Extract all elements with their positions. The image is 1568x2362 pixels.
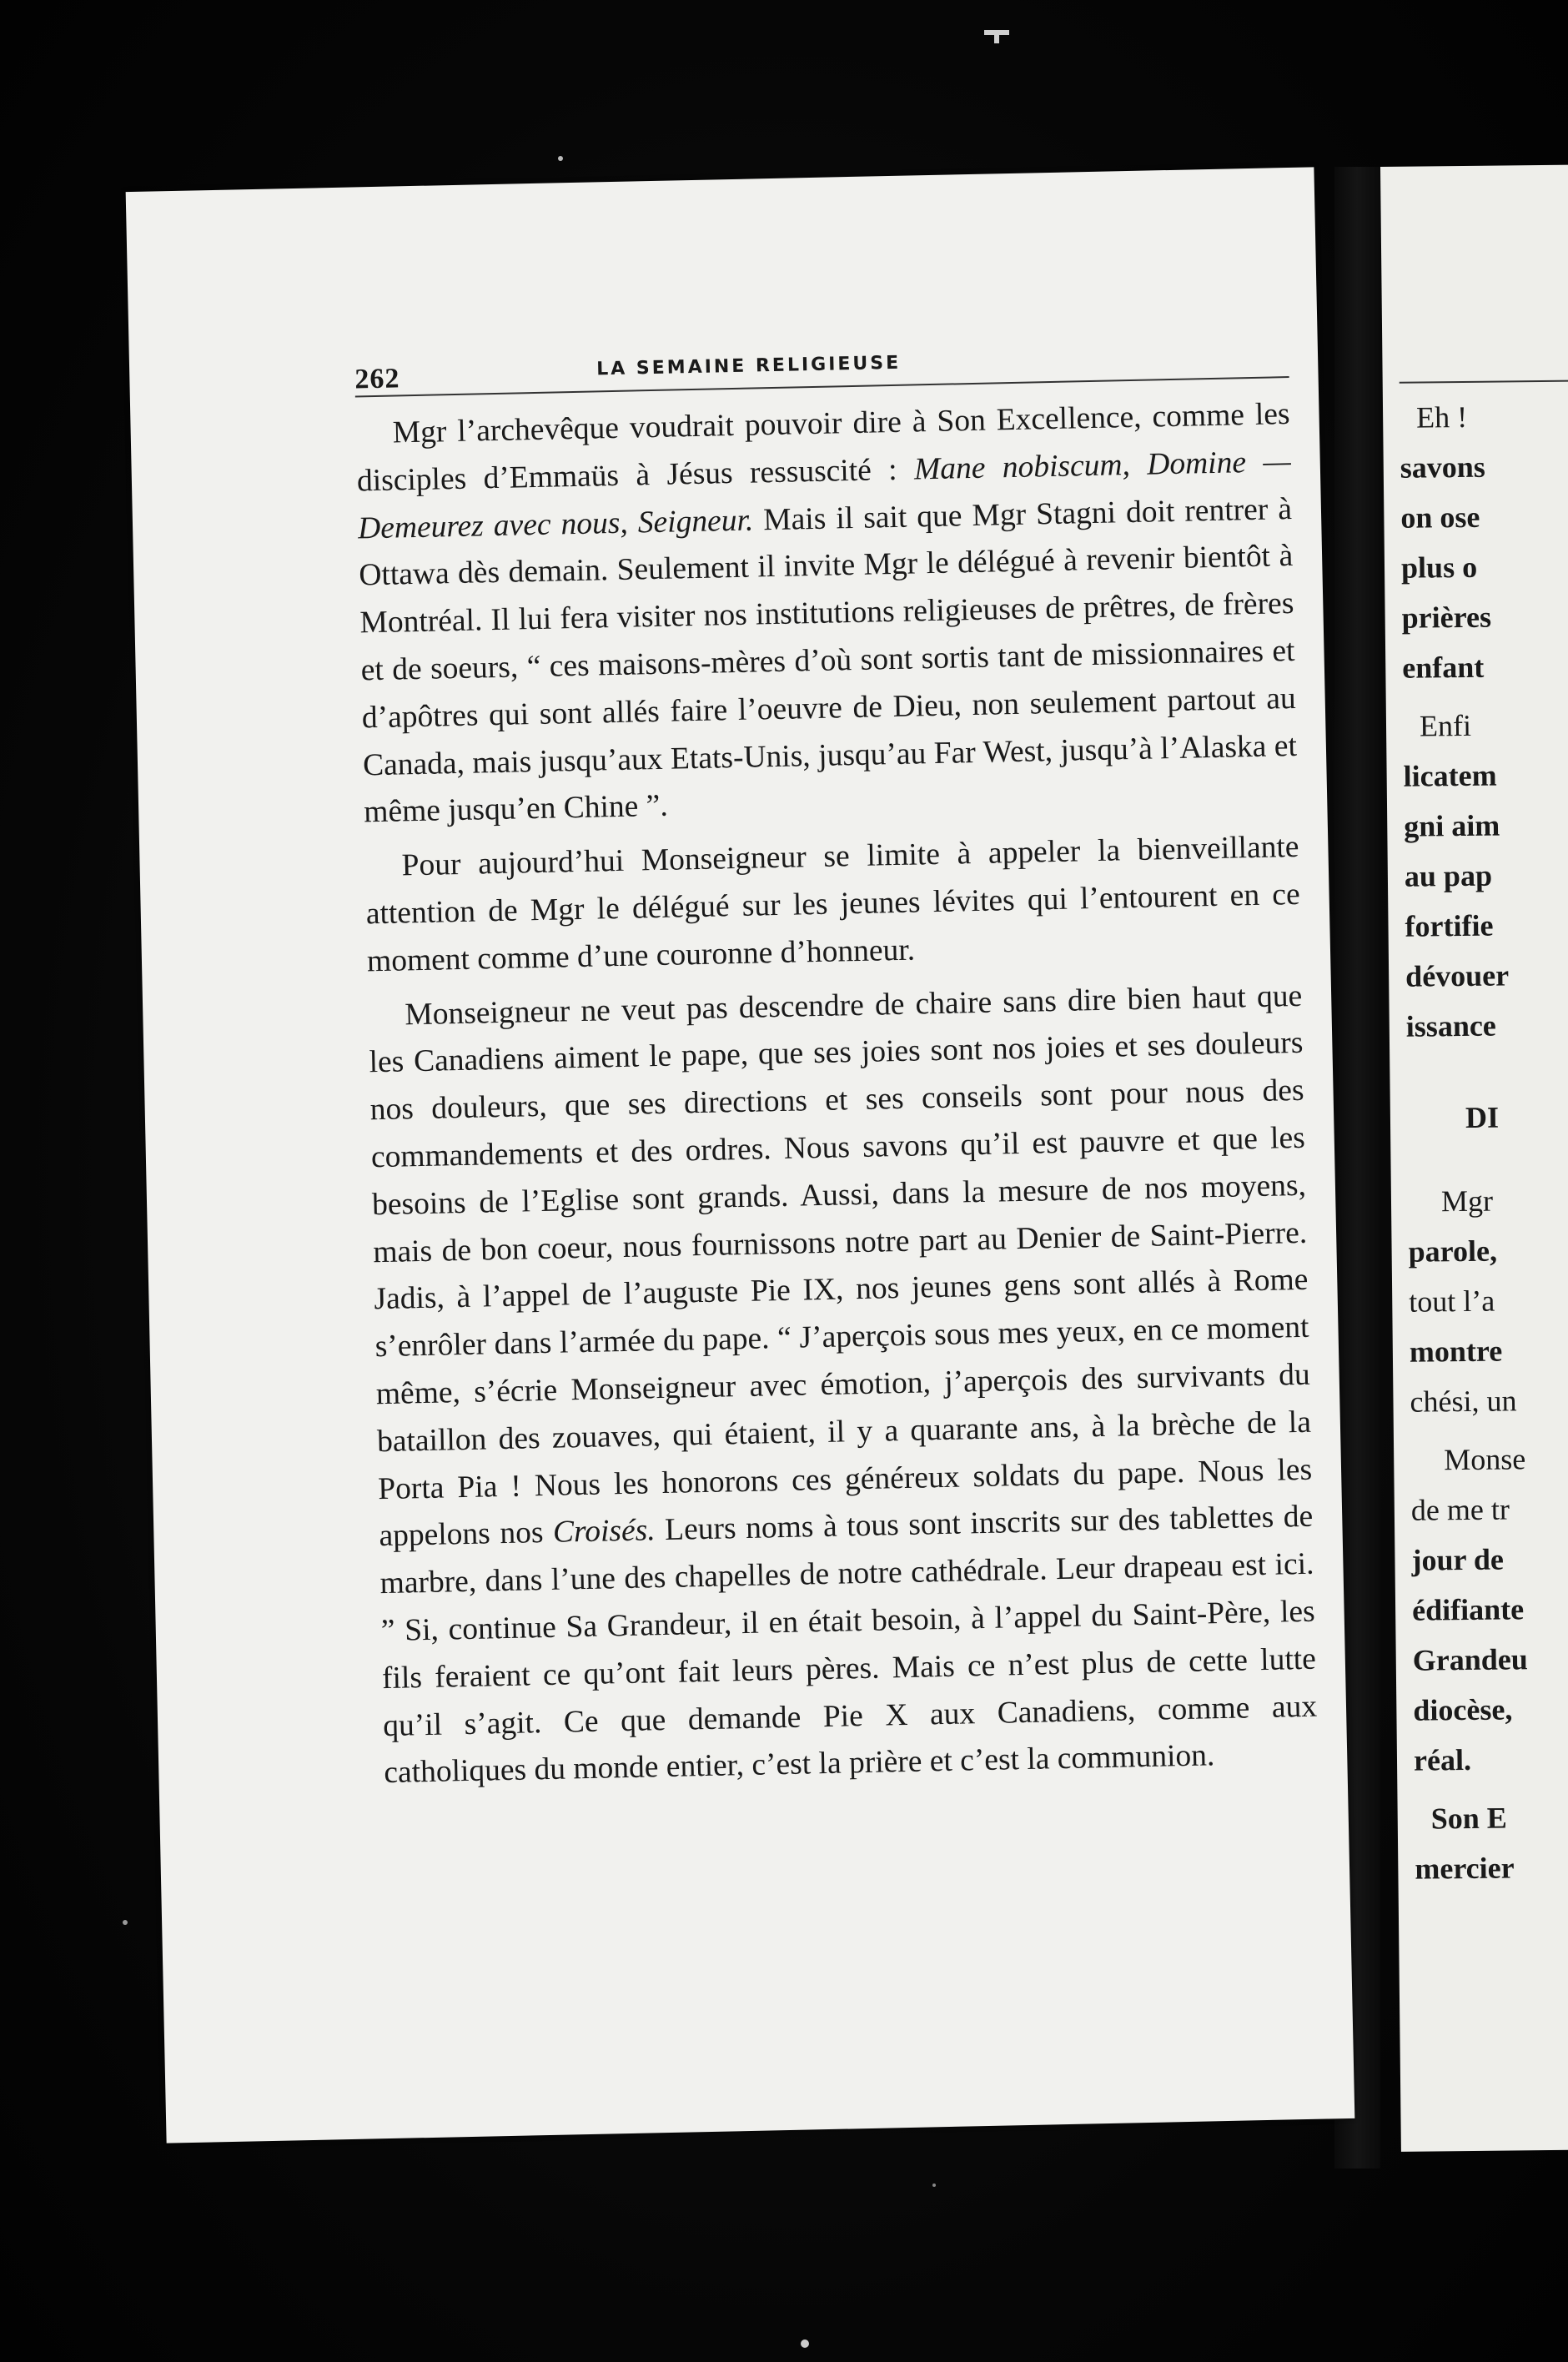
adjacent-page-line: Son E <box>1430 1801 1508 1836</box>
adjacent-page-line: enfant <box>1402 650 1485 685</box>
adjacent-page-line: réal. <box>1413 1742 1472 1777</box>
page-number: 262 <box>354 363 400 395</box>
body-text <box>355 391 1319 1797</box>
italic-text: Croisés. <box>552 1513 656 1550</box>
adjacent-page-line: plus o <box>1400 550 1478 585</box>
adjacent-page-line: gni aim <box>1404 808 1500 843</box>
paragraph <box>364 824 1301 986</box>
paragraph <box>355 391 1298 837</box>
text-segment: Leurs noms à tous sont inscrits sur des tablettes de marbre, dans l’une des chapelles de notre cathédrale. Leur drapeau est ici. ” Si, continue Sa Grandeur, il en était besoin, à l’appel du Saint-Père, les fils feraient ce qu’ont fait leurs pères. Mais ce n’est plus de cette lutte qu’il s’agit. Ce que demande Pie X aux Canadiens, comme aux catholiques du monde entier, c’est la prière et c’est la communion. <box>379 1500 1318 1791</box>
adjacent-page-line: Enfi <box>1419 708 1472 743</box>
adjacent-page-line: chési, un <box>1410 1384 1517 1419</box>
adjacent-page-line: prières <box>1401 600 1492 635</box>
adjacent-page-line: Grandeu <box>1412 1642 1528 1677</box>
adjacent-page-line: édifiante <box>1411 1592 1525 1627</box>
adjacent-page-line: fortifie <box>1405 908 1494 943</box>
adjacent-page-line: diocèse, <box>1413 1692 1513 1727</box>
adjacent-page-line: issance <box>1405 1008 1496 1043</box>
text-segment: Pour aujourd’hui Monseigneur se limite à appeler la bienveillante attention de Mgr le délégué sur les jeunes lévites qui l’entourent en ce moment comme d’une couronne d’honneur. <box>365 830 1301 979</box>
right-page-fragment <box>1380 164 1568 2152</box>
adjacent-page-line: on ose <box>1400 500 1480 535</box>
adjacent-page-line: tout l’a <box>1409 1284 1495 1319</box>
text-segment: Monseigneur ne veut pas descendre de chaire sans dire bien haut que les Canadiens aiment le pape, que ses joies sont nos joies et ses douleurs nos douleurs, que ses directions et ses conseils sont pour nous des commandements et des ordres. Nous savons qu’il est pauvre et que les besoins de l’Eglise sont grands. Aussi, dans la mesure de nos moyens, mais de bon coeur, nous fournissons notre part au Denier de Saint-Pierre. Jadis, à l’appel de l’auguste Pie IX, nos jeunes gens sont allés à Rome s’enrôler dans l’armée du pape. “ J’aperçois sous mes yeux, en ce moment même, s’écrie Monseigneur avec émotion, j’aperçois des survivants du bataillon des zouaves, qui étaient, il y a quarante ans, à la brèche de la Porta Pia ! Nous les honorons ces généreux soldats du pape. Nous les appelons nos <box>369 978 1313 1554</box>
left-page <box>126 167 1355 2143</box>
adjacent-page-line: Mgr <box>1440 1184 1494 1219</box>
adjacent-page-line: de me tr <box>1410 1492 1510 1527</box>
adjacent-page-line: licatem <box>1403 758 1497 793</box>
text-segment: Mgr l’archevêque voudrait pouvoir dire à Son Excellence, comme les disciples d’Emmaüs à Jésus ressuscité : <box>356 397 1290 499</box>
italic-text: Mane nobiscum, Domine — Demeurez avec nous, Seigneur. <box>357 444 1292 546</box>
adjacent-page-line: DI <box>1465 1100 1500 1134</box>
adjacent-page-line: savons <box>1400 450 1486 485</box>
adjacent-page-line: au pap <box>1404 858 1493 893</box>
adjacent-page-line: mercier <box>1415 1851 1515 1886</box>
running-title: LA SEMAINE RELIGIEUSE <box>596 352 902 380</box>
paragraph <box>368 972 1319 1797</box>
adjacent-page-line: montre <box>1409 1334 1503 1369</box>
text-segment: Mais il sait que Mgr Stagni doit rentrer à Ottawa dès demain. Seulement il invite Mgr le délégué à revenir bientôt à Montréal. Il lui fera visiter nos institutions religieuses de prêtres, de frères et de soeurs, “ ces maisons-mères d’où sont sortis tant de missionnaires et d’apôtres qui sont allés faire l’oeuvre de Dieu, non seulement partout au Canada, mais jusqu’aux Etats-Unis, jusqu’au Far West, jusqu’à l’Alaska et même jusqu’en Chine ”. <box>358 491 1298 830</box>
adjacent-page-line: jour de <box>1411 1542 1505 1577</box>
adjacent-page-line: dévouer <box>1405 958 1510 993</box>
adjacent-page-line: Monse <box>1444 1442 1526 1477</box>
adjacent-page-line: Eh ! <box>1415 400 1468 435</box>
right-header-rule <box>1400 379 1568 384</box>
adjacent-page-line: parole, <box>1408 1234 1498 1269</box>
